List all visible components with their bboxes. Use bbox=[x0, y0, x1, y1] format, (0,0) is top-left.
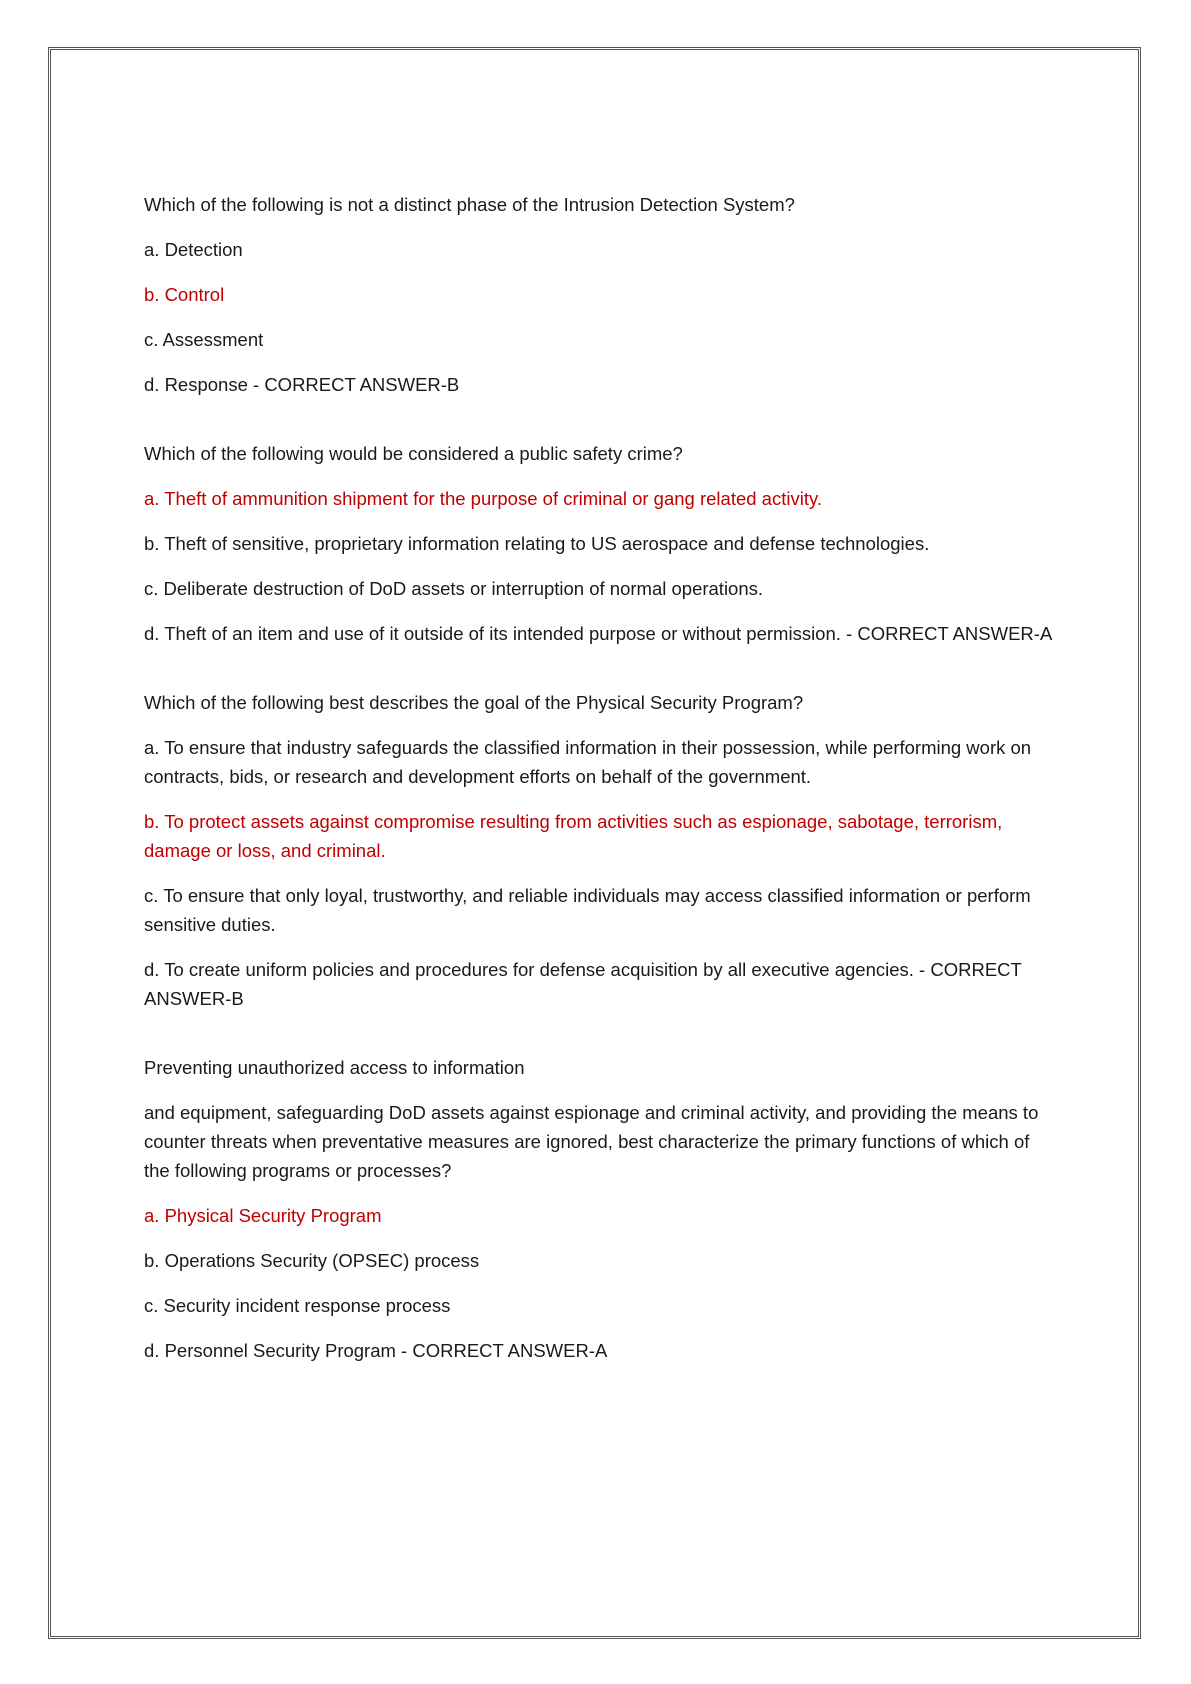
question-2 bbox=[144, 439, 1059, 648]
answer-option-c: c. Assessment bbox=[144, 329, 264, 350]
answer-option-a-correct: a. Physical Security Program bbox=[144, 1205, 382, 1226]
answer-option-d: d. To create uniform policies and procedures for defense acquisition by all executive agencies. - CORRECT ANSWER-B bbox=[144, 959, 1022, 1009]
answer-option-c: c. Deliberate destruction of DoD assets or interruption of normal operations. bbox=[144, 578, 764, 599]
answer-option-c: c. Security incident response process bbox=[144, 1295, 451, 1316]
answer-option-b: b. Theft of sensitive, proprietary information relating to US aerospace and defense technologies. bbox=[144, 533, 930, 554]
answer-option-d: d. Personnel Security Program - CORRECT ANSWER-A bbox=[144, 1340, 608, 1361]
answer-option-b-correct: b. Control bbox=[144, 284, 225, 305]
question-text: Which of the following would be considered a public safety crime? bbox=[144, 443, 683, 464]
question-text: Preventing unauthorized access to information bbox=[144, 1057, 525, 1078]
answer-option-d: d. Response - CORRECT ANSWER-B bbox=[144, 374, 460, 395]
answer-option-d: d. Theft of an item and use of it outside of its intended purpose or without permission. - CORRECT ANSWER-A bbox=[144, 623, 1053, 644]
answer-option-a: a. To ensure that industry safeguards the classified information in their possession, while performing work on contracts, bids, or research and development efforts on behalf of the government. bbox=[144, 737, 1032, 787]
question-4 bbox=[144, 1053, 1059, 1365]
document-content bbox=[144, 190, 1059, 1365]
question-text: Which of the following is not a distinct phase of the Intrusion Detection System? bbox=[144, 194, 795, 215]
answer-option-a: a. Detection bbox=[144, 239, 243, 260]
answer-option-c: c. To ensure that only loyal, trustworthy, and reliable individuals may access classified information or perform sensitive duties. bbox=[144, 885, 1031, 935]
answer-option-b: b. Operations Security (OPSEC) process bbox=[144, 1250, 480, 1271]
question-1 bbox=[144, 190, 1059, 399]
question-text: Which of the following best describes the goal of the Physical Security Program? bbox=[144, 692, 804, 713]
answer-option-a-correct: a. Theft of ammunition shipment for the purpose of criminal or gang related activity. bbox=[144, 488, 822, 509]
question-text-continued: and equipment, safeguarding DoD assets against espionage and criminal activity, and providing the means to counter threats when preventative measures are ignored, best characterize the primary functions of which of the following programs or processes? bbox=[144, 1102, 1039, 1181]
answer-option-b-correct: b. To protect assets against compromise resulting from activities such as espionage, sabotage, terrorism, damage or loss, and criminal. bbox=[144, 811, 1003, 861]
question-3 bbox=[144, 688, 1059, 1013]
